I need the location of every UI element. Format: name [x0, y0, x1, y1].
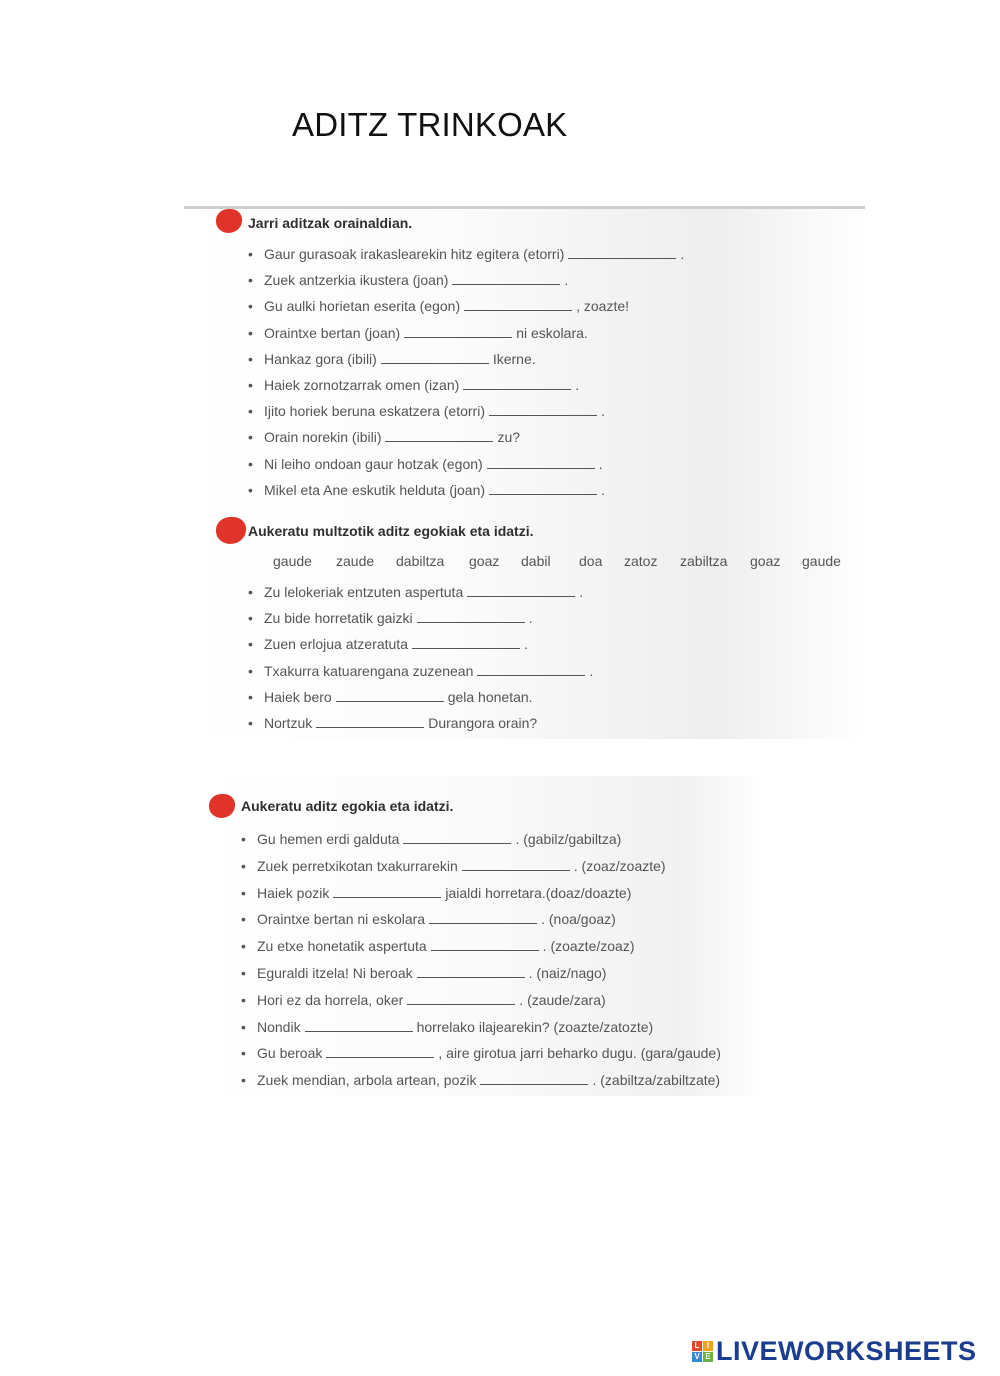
- page-title: ADITZ TRINKOAK: [292, 106, 568, 143]
- item-text-before: Nortzuk: [264, 715, 313, 731]
- bullet-icon: •: [241, 1045, 246, 1062]
- bullet-icon: •: [248, 350, 253, 367]
- exercise-item: [241, 990, 606, 1008]
- item-text-before: Haiek pozik: [257, 884, 330, 901]
- bullet-icon: •: [241, 965, 246, 981]
- exercise-item: [241, 936, 635, 954]
- exercise-item: [248, 349, 536, 367]
- item-text-before: Gaur gurasoak irakaslearekin hitz egitera (etorri): [264, 246, 565, 262]
- item-text-before: Gu aulki horietan eserita (egon): [264, 298, 461, 315]
- answer-blank[interactable]: [316, 713, 424, 728]
- exercise-item: [241, 909, 616, 927]
- exercise-item: [248, 687, 533, 705]
- item-text-after: ni eskolara.: [516, 324, 588, 341]
- item-text-after: . (zabiltza/zabiltzate): [592, 1072, 721, 1089]
- exercise-item: [241, 829, 621, 847]
- item-text-after: . (gabilz/gabiltza): [515, 831, 622, 847]
- item-text-after: .: [680, 246, 685, 262]
- item-text-before: Oraintxe bertan ni eskolara: [257, 911, 426, 928]
- option-word: zatoz: [624, 553, 658, 569]
- item-text-after: Durangora orain?: [428, 715, 538, 731]
- answer-blank[interactable]: [489, 401, 597, 416]
- liveworksheets-logo-icon: L I V E: [692, 1341, 713, 1362]
- option-word: zaude: [336, 553, 375, 569]
- option-word: gaude: [802, 553, 841, 569]
- bullet-icon: •: [248, 636, 253, 653]
- exercise-item: [248, 661, 593, 679]
- item-text-before: Eguraldi itzela! Ni beroak: [257, 965, 413, 981]
- answer-blank[interactable]: [326, 1043, 434, 1058]
- bullet-icon: •: [248, 688, 253, 705]
- exercise-item: [241, 1017, 653, 1035]
- item-text-before: Orain norekin (ibili): [264, 429, 382, 446]
- section1-heading: Jarri aditzak orainaldian.: [248, 215, 413, 231]
- item-text-before: Ijito horiek beruna eskatzera (etorri): [264, 403, 485, 420]
- item-text-before: Zuek mendian, arbola artean, pozik: [257, 1072, 477, 1089]
- exercise-item: [248, 634, 528, 652]
- bullet-icon: •: [248, 272, 253, 289]
- item-text-before: Gu beroak: [257, 1045, 323, 1062]
- answer-blank[interactable]: [463, 375, 571, 390]
- item-text-after: .: [601, 481, 605, 498]
- item-text-after: .: [528, 610, 533, 627]
- bullet-icon: •: [241, 911, 246, 928]
- item-text-after: .: [523, 636, 528, 653]
- answer-blank[interactable]: [467, 582, 575, 597]
- section3-heading: Aukeratu aditz egokia eta idatzi.: [241, 798, 454, 814]
- item-text-before: Zu lelokeriak entzuten aspertuta: [264, 584, 464, 600]
- exercise-item: [248, 427, 520, 445]
- item-text-before: Hankaz gora (ibili): [264, 350, 377, 367]
- item-text-after: horrelako ilajearekin? (zoazte/zatozte): [416, 1018, 654, 1035]
- item-text-after: .: [598, 455, 603, 472]
- exercise-item: [248, 401, 605, 419]
- item-text-after: .: [579, 584, 584, 600]
- bullet-icon: •: [248, 662, 253, 679]
- exercise-item: [241, 856, 666, 874]
- answer-blank[interactable]: [462, 856, 570, 871]
- bullet-icon: •: [248, 455, 253, 472]
- answer-blank[interactable]: [385, 427, 493, 442]
- bullet-icon: •: [248, 324, 253, 341]
- exercise-item: [241, 1070, 720, 1088]
- item-text-after: . (noa/goaz): [541, 911, 616, 928]
- option-word: dabiltza: [396, 553, 445, 569]
- answer-blank[interactable]: [403, 829, 511, 844]
- answer-blank[interactable]: [480, 1070, 588, 1085]
- item-text-before: Zu bide horretatik gaizki: [264, 610, 413, 627]
- item-text-before: Mikel eta Ane eskutik helduta (joan): [264, 481, 486, 498]
- answer-blank[interactable]: [417, 608, 525, 623]
- answer-blank[interactable]: [464, 296, 572, 311]
- bullet-icon: •: [241, 831, 246, 847]
- option-word: gaude: [273, 553, 312, 569]
- answer-blank[interactable]: [477, 661, 585, 676]
- item-text-before: Hori ez da horrela, oker: [257, 991, 404, 1008]
- option-word: dabil: [521, 553, 551, 569]
- bullet-icon: •: [248, 584, 253, 600]
- bullet-icon: •: [248, 403, 253, 420]
- exercise-item: [248, 608, 533, 626]
- answer-blank[interactable]: [305, 1017, 413, 1032]
- answer-blank[interactable]: [412, 634, 520, 649]
- exercise-item: [241, 1043, 721, 1061]
- option-word: goaz: [750, 553, 781, 569]
- bullet-icon: •: [248, 610, 253, 627]
- item-text-after: gela honetan.: [447, 688, 533, 705]
- exercise-item: [248, 713, 537, 731]
- bullet-icon: •: [241, 1018, 246, 1035]
- bullet-icon: •: [241, 991, 246, 1008]
- item-text-after: . (zoaz/zoazte): [573, 857, 666, 874]
- item-text-before: Oraintxe bertan (joan): [264, 324, 401, 341]
- bullet-icon: •: [248, 481, 253, 498]
- bullet-icon: •: [241, 938, 246, 955]
- item-text-before: Gu hemen erdi galduta: [257, 831, 400, 847]
- answer-blank[interactable]: [407, 990, 515, 1005]
- bullet-icon: •: [248, 429, 253, 446]
- answer-blank[interactable]: [404, 323, 512, 338]
- exercise-item: [241, 963, 606, 981]
- item-text-before: Zuek antzerkia ikustera (joan): [264, 272, 449, 289]
- item-text-before: Ni leiho ondoan gaur hotzak (egon): [264, 455, 483, 472]
- item-text-before: Haiek bero: [264, 688, 332, 705]
- item-text-after: .: [589, 662, 594, 679]
- answer-blank[interactable]: [452, 270, 560, 285]
- bullet-icon: •: [241, 857, 246, 874]
- answer-blank[interactable]: [489, 480, 597, 495]
- liveworksheets-logo: [692, 1336, 977, 1367]
- exercise-item: [248, 480, 605, 498]
- exercise-item: [248, 454, 603, 472]
- answer-blank[interactable]: [336, 687, 444, 702]
- exercise-item: [248, 296, 629, 314]
- item-text-before: Zu etxe honetatik aspertuta: [257, 938, 427, 955]
- answer-blank[interactable]: [568, 244, 676, 259]
- option-word: goaz: [469, 553, 500, 569]
- answer-blank[interactable]: [381, 349, 489, 364]
- item-text-before: Zuek perretxikotan txakurrarekin: [257, 857, 458, 874]
- bullet-icon: •: [248, 377, 253, 393]
- section2-heading: Aukeratu multzotik aditz egokiak eta idatzi.: [248, 523, 534, 539]
- item-text-after: .: [564, 272, 569, 289]
- item-text-after: .: [601, 403, 605, 420]
- item-text-before: Txakurra katuarengana zuzenean: [264, 662, 474, 679]
- option-word: doa: [579, 553, 603, 569]
- item-text-before: Zuen erlojua atzeratuta: [264, 636, 408, 653]
- item-text-after: jaialdi horretara.(doaz/doazte): [445, 884, 632, 901]
- exercise-item: [248, 244, 684, 262]
- item-text-after: , zoazte!: [576, 298, 630, 315]
- exercise-item: [248, 323, 588, 341]
- answer-blank[interactable]: [487, 454, 595, 469]
- exercise-item: [241, 883, 631, 901]
- item-text-after: .: [575, 377, 580, 393]
- answer-blank[interactable]: [333, 883, 441, 898]
- item-text-after: , aire girotua jarri beharko dugu. (gara/gaude): [438, 1045, 721, 1062]
- answer-blank[interactable]: [429, 909, 537, 924]
- liveworksheets-logo-text: LIVEWORKSHEETS: [716, 1336, 977, 1366]
- exercise-item: [248, 270, 568, 288]
- bullet-icon: •: [241, 884, 246, 901]
- item-text-after: . (zaude/zara): [519, 991, 606, 1008]
- exercise-item: [248, 582, 583, 600]
- bullet-icon: •: [248, 246, 253, 262]
- bullet-icon: •: [241, 1072, 246, 1089]
- answer-blank[interactable]: [431, 936, 539, 951]
- item-text-before: Nondik: [257, 1018, 301, 1035]
- exercise-item: [248, 375, 579, 393]
- answer-blank[interactable]: [417, 963, 525, 978]
- bullet-icon: •: [248, 298, 253, 315]
- item-text-after: . (naiz/nago): [528, 965, 607, 981]
- item-text-before: Haiek zornotzarrak omen (izan): [264, 377, 460, 393]
- item-text-after: . (zoazte/zoaz): [542, 938, 635, 955]
- item-text-after: zu?: [497, 429, 521, 446]
- bullet-icon: •: [248, 715, 253, 731]
- option-word: zabiltza: [680, 553, 728, 569]
- item-text-after: Ikerne.: [492, 350, 536, 367]
